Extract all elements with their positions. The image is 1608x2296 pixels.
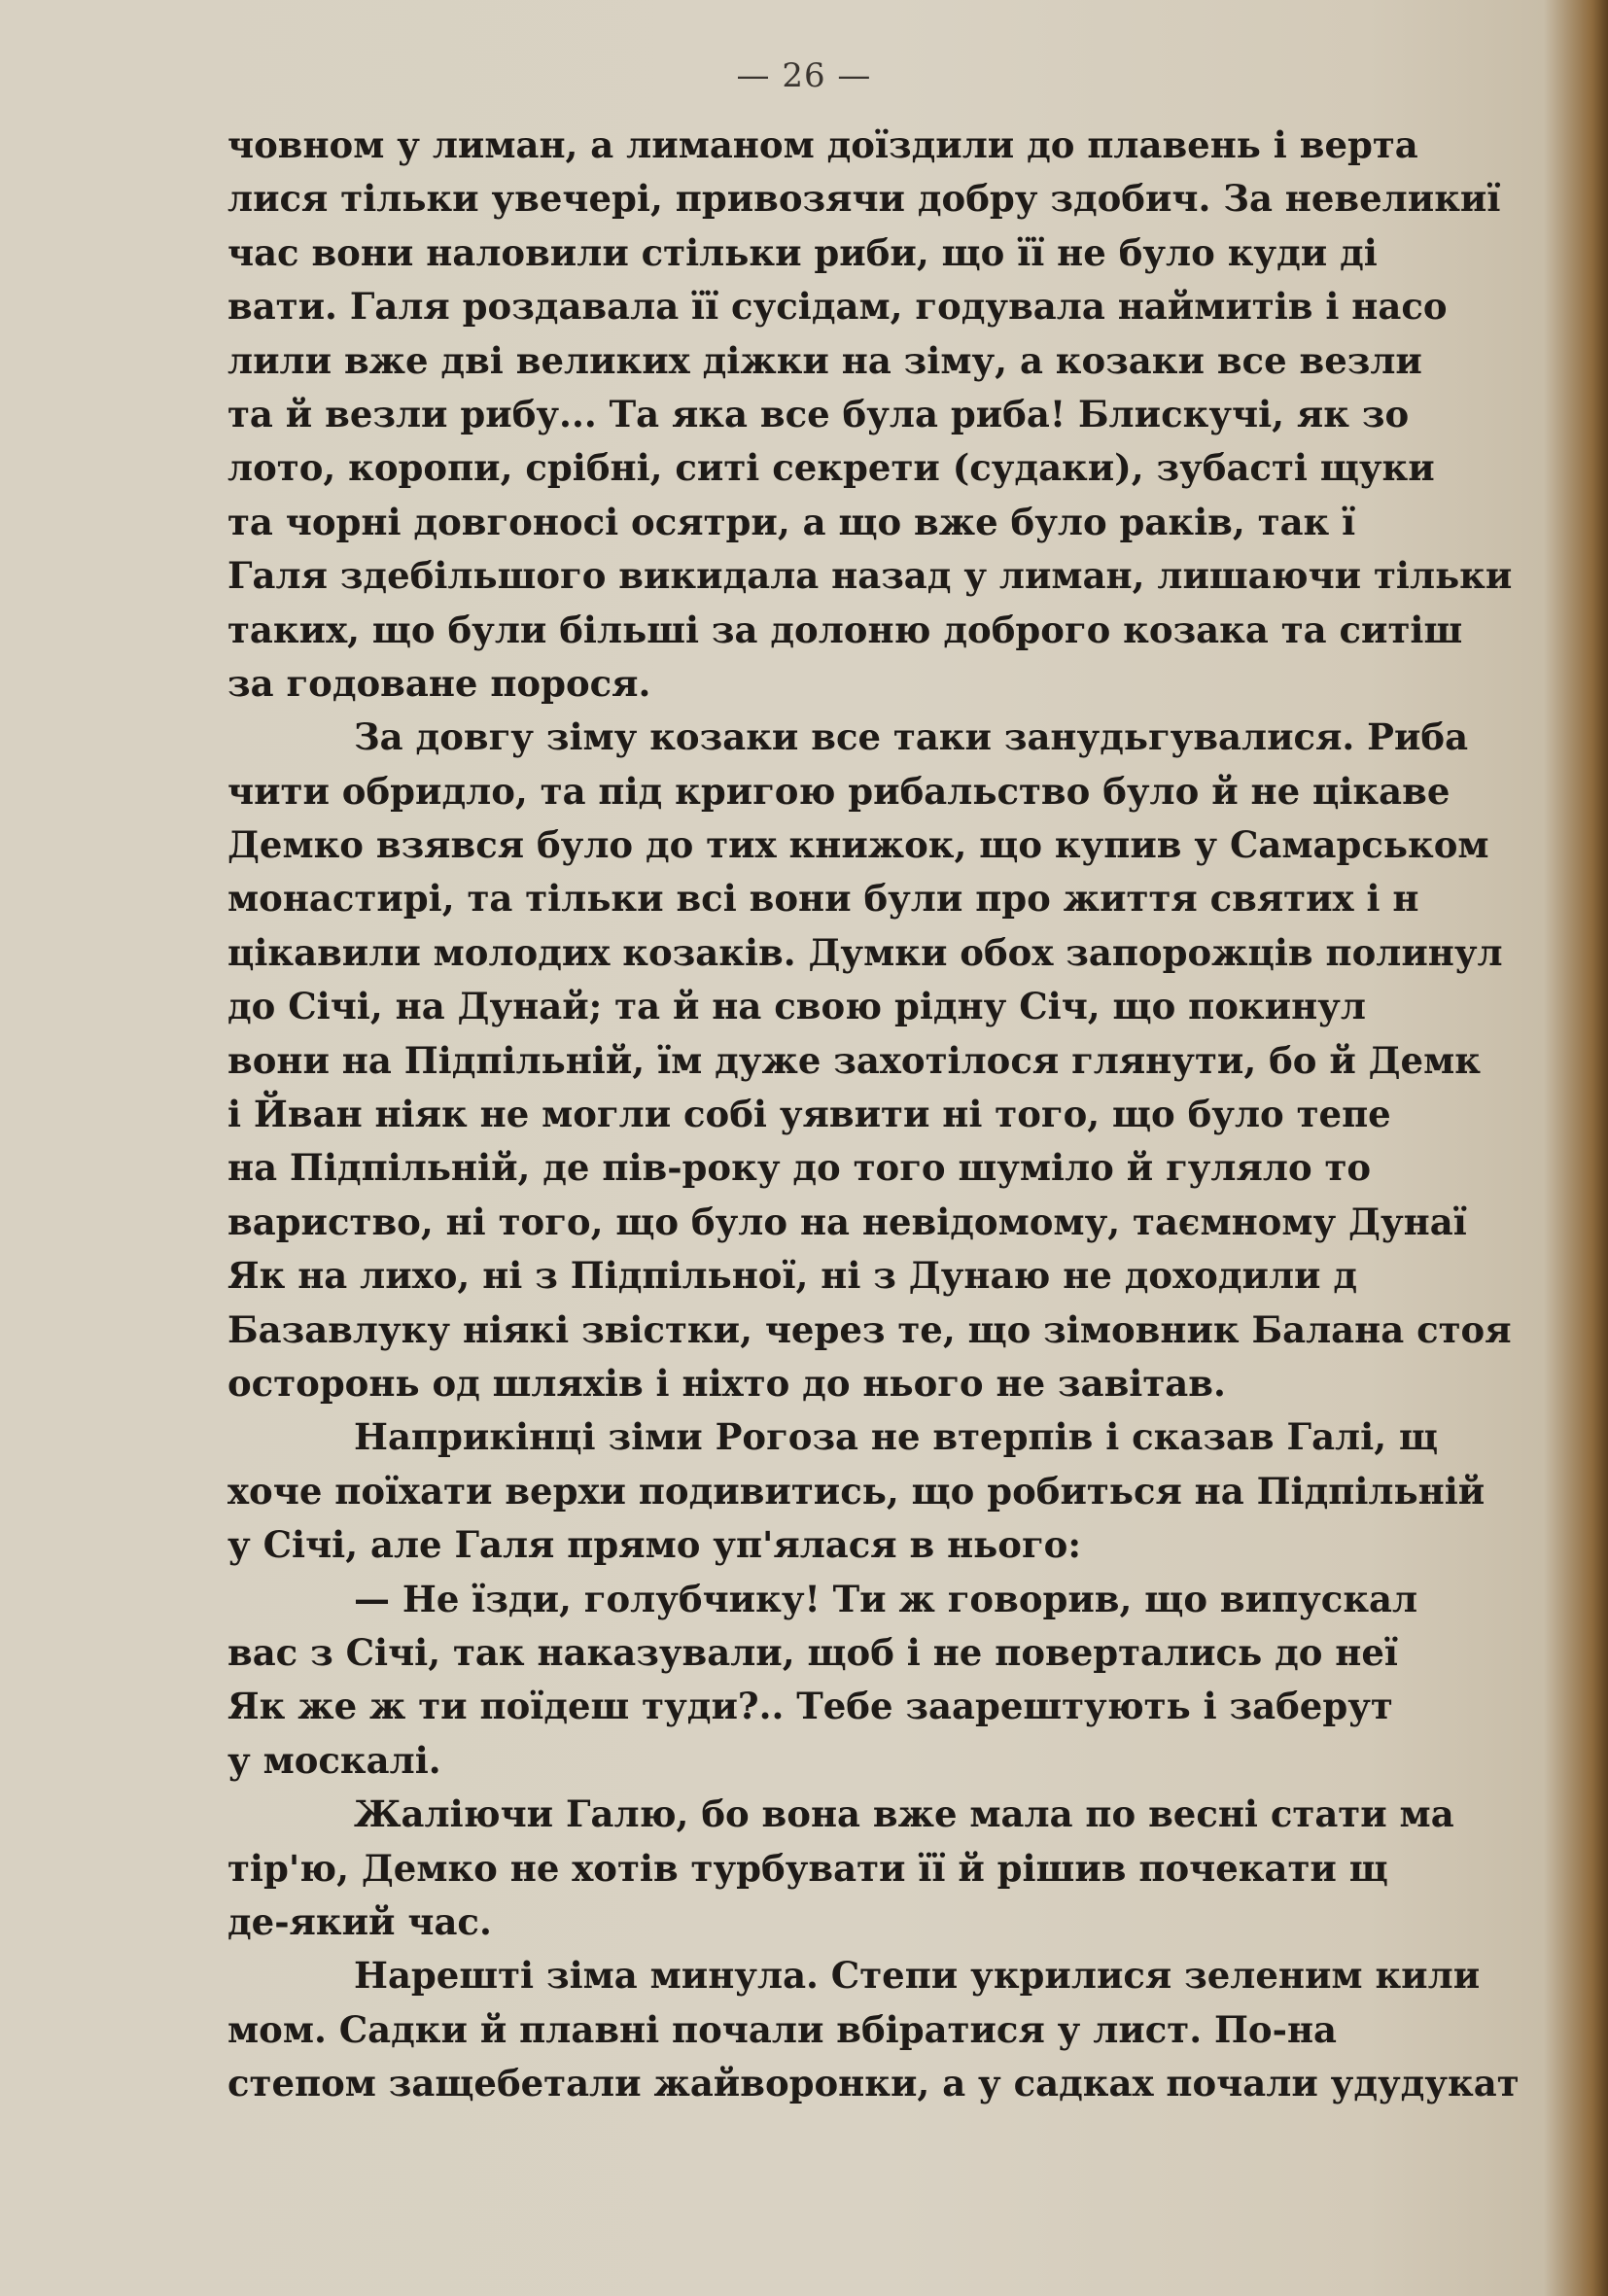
text-line: Жаліючи Галю, бо вона вже мала по весні стати ма xyxy=(354,1792,1454,1836)
text-line: лото, коропи, срібні, ситі секрети (судаки), зубасті щуки xyxy=(227,446,1435,490)
text-line: та чорні довгоносі осятри, а що вже було раків, так ї xyxy=(227,500,1356,543)
text-line: і Йван ніяк не могли собі уявити ні того, що було тепе xyxy=(227,1093,1391,1136)
page-text xyxy=(227,119,1608,2110)
text-line: Як на лихо, ні з Підпільної, ні з Дунаю не доходили д xyxy=(227,1254,1358,1298)
text-line: у москалі. xyxy=(227,1738,441,1782)
text-line: таких, що були більші за долоню доброго козака та ситіш xyxy=(227,608,1463,651)
text-line: човном у лиман, а лиманом доїздили до плавень і верта xyxy=(227,123,1418,166)
page-number: — 26 — xyxy=(736,56,872,95)
text-line: у Січі, але Галя прямо уп'ялася в нього: xyxy=(227,1523,1081,1567)
text-line: тір'ю, Демко не хотів турбувати її й рішив почекати щ xyxy=(227,1846,1388,1890)
text-line: вати. Галя роздавала її сусідам, годувала наймитів і насо xyxy=(227,285,1448,329)
text-line: де-який час. xyxy=(227,1899,492,1943)
text-line: мом. Садки й плавні почали вбіратися у лист. По-на xyxy=(227,2007,1338,2051)
text-line: Наприкінці зіми Рогоза не втерпів і сказав Галі, щ xyxy=(354,1415,1438,1459)
text-line: хоче поїхати верхи подивитись, що робиться на Підпільній xyxy=(227,1469,1486,1513)
text-line: степом защебетали жайворонки, а у садках почали удудукат xyxy=(227,2062,1520,2105)
text-line: За довгу зіму козаки все таки занудьгувалися. Риба xyxy=(354,715,1469,759)
text-line: вариство, ні того, що було на невідомому, таємному Дунаї xyxy=(227,1200,1467,1243)
text-line: вони на Підпільній, їм дуже захотілося глянути, бо й Демк xyxy=(227,1038,1481,1082)
text-line: Як же ж ти поїдеш туди?.. Тебе заарештують і заберут xyxy=(227,1685,1393,1728)
text-line: чити обридло, та під кригою рибальство було й не цікаве xyxy=(227,769,1451,813)
text-line: Демко взявся було до тих книжок, що купив у Самарськом xyxy=(227,823,1489,867)
text-line: та й везли рибу... Та яка все була риба! Блискучі, як зо xyxy=(227,392,1410,435)
text-line: вас з Січі, так наказували, щоб і не повертались до неї xyxy=(227,1630,1398,1674)
text-line: час вони наловили стільки риби, що її не було куди ді xyxy=(227,230,1378,274)
text-line: монастирі, та тільки всі вони були про життя святих і н xyxy=(227,877,1419,921)
text-line: за годоване порося. xyxy=(227,661,651,705)
text-line: осторонь од шляхів і ніхто до нього не завітав. xyxy=(227,1361,1226,1405)
text-line: на Підпільній, де пів-року до того шуміло й гуляло то xyxy=(227,1146,1372,1190)
text-line: Нарешті зіма минула. Степи укрилися зеленим кили xyxy=(354,1954,1481,1998)
text-line: цікавили молодих козаків. Думки обох запорожців полинул xyxy=(227,930,1503,974)
text-line: до Січі, на Дунай; та й на свою рідну Січ, що покинул xyxy=(227,985,1366,1028)
text-line: Галя здебільшого викидала назад у лиман, лишаючи тільки xyxy=(227,554,1513,598)
text-line: лися тільки увечері, привозячи добру здобич. За невеликиї xyxy=(227,177,1501,221)
text-line: лили вже дві великих діжки на зіму, а козаки все везли xyxy=(227,338,1422,382)
text-line: — Не їзди, голубчику! Ти ж говорив, що випускал xyxy=(354,1577,1418,1620)
text-line: Базавлуку ніякі звістки, через те, що зімовник Балана стоя xyxy=(227,1307,1512,1351)
